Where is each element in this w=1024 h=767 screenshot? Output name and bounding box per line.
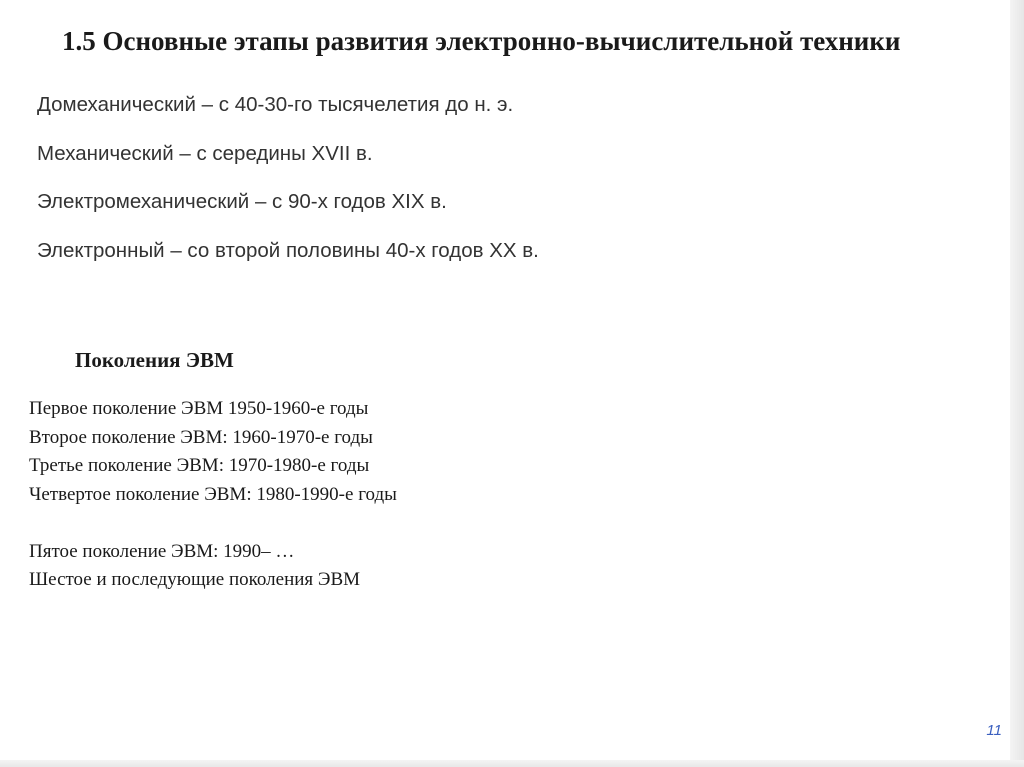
- generation-item: Четвертое поколение ЭВМ: 1980-1990-е годы: [29, 483, 397, 505]
- stages-list: [37, 90, 539, 284]
- generations-title: Поколения ЭВМ: [75, 348, 234, 372]
- slide-bottom-shadow: [0, 760, 1024, 767]
- list-spacer: [29, 510, 397, 539]
- generation-item: Первое поколение ЭВМ 1950-1960-е годы: [29, 398, 369, 419]
- generation-item: Третье поколение ЭВМ: 1970-1980-е годы: [29, 455, 370, 476]
- slide-edge-shadow: [1010, 0, 1024, 767]
- generation-item: Шестое и последующие поколения ЭВМ: [29, 569, 361, 590]
- generations-list: [29, 396, 397, 596]
- generation-item: Второе поколение ЭВМ: 1960-1970-е годы: [29, 426, 373, 448]
- page-number: 11: [986, 722, 1002, 739]
- stage-item: Домеханический – с 40-30-го тысячелетия до н. э.: [37, 93, 514, 116]
- slide-title: 1.5 Основные этапы развития электронно-вычислительной техники: [62, 26, 901, 56]
- generation-item: Пятое поколение ЭВМ: 1990– …: [29, 540, 295, 562]
- stage-item: Механический – с середины XVII в.: [37, 141, 373, 165]
- stage-item: Электромеханический – с 90-х годов XIX в.: [37, 190, 447, 213]
- stage-item: Электронный – со второй половины 40-х годов XX в.: [37, 238, 539, 262]
